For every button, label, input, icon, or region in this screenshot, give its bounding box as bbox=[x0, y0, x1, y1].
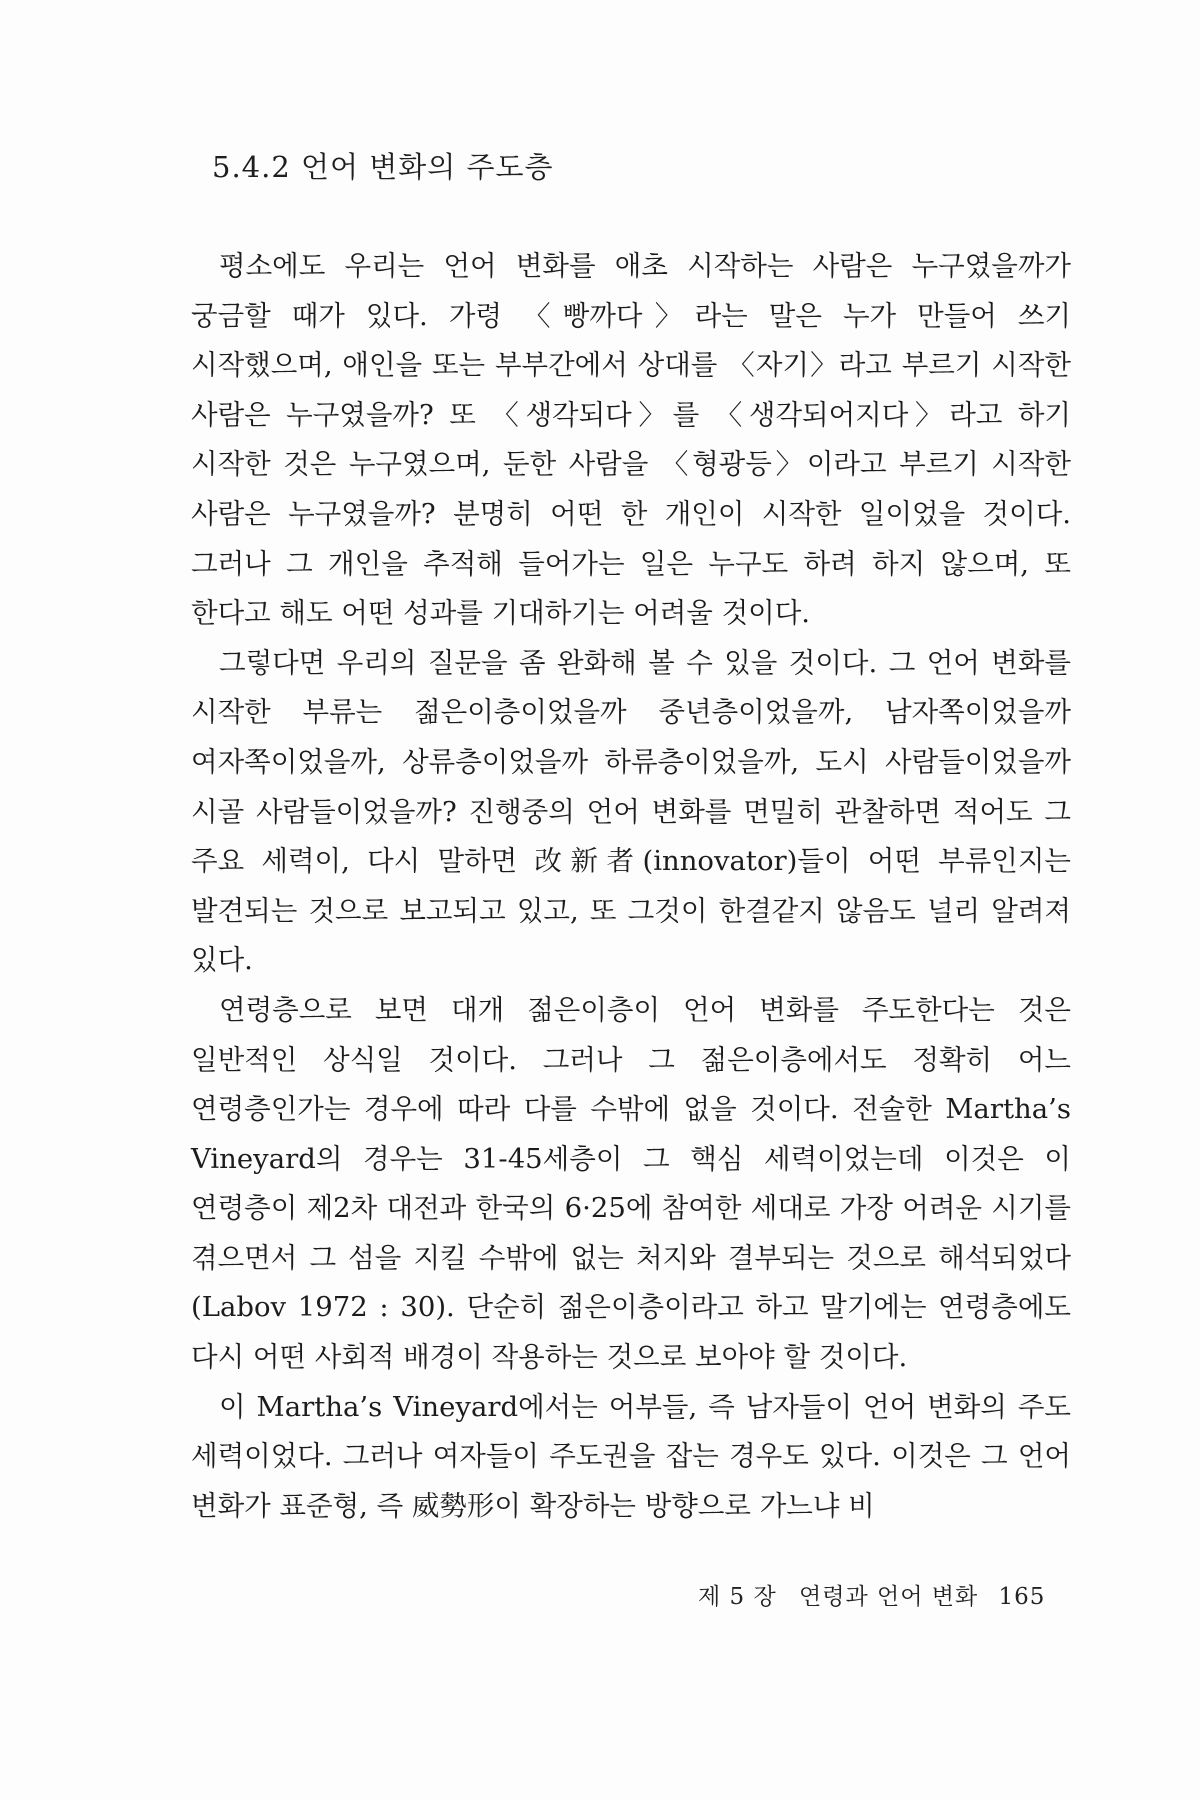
paragraph-2: 그렇다면 우리의 질문을 좀 완화해 볼 수 있을 것이다. 그 언어 변화를 시작한 부류는 젊은이층이었을까 중년층이었을까, 남자쪽이었을까 여자쪽이었을까, 상류층이었을까 하류층이었을까, 도시 사람들이었을까 시골 사람들이었을까? 진행중의 언어 변화를 면밀히 관찰하면 적어도 그 주요 세력이, 다시 말하면 改新者(innovator)들이 어떤 부류인지는 발견되는 것으로 보고되고 있고, 또 그것이 한결같지 않음도 널리 알려져 있다. bbox=[191, 646, 1071, 977]
section-heading: 5.4.2 언어 변화의 주도층 bbox=[212, 150, 554, 184]
paragraph-4: 이 Martha’s Vineyard에서는 어부들, 즉 남자들이 언어 변화의 주도 세력이었다. 그러나 여자들이 주도권을 잡는 경우도 있다. 이것은 그 언어 변화가 표준형, 즉 威勢形이 확장하는 방향으로 가느냐 비 bbox=[191, 1390, 1071, 1522]
footer-chapter: 제 5 장 bbox=[698, 1584, 777, 1610]
footer-title: 연령과 언어 변화 bbox=[799, 1584, 979, 1610]
paragraph-1: 평소에도 우리는 언어 변화를 애초 시작하는 사람은 누구였을까가 궁금할 때가 있다. 가령 〈빵까다〉라는 말은 누가 만들어 쓰기 시작했으며, 애인을 또는 부부간에서 상대를 〈자기〉라고 부르기 시작한 사람은 누구였을까? 또 〈생각되다〉를 〈생각되어지다〉라고 하기 시작한 것은 누구였으며, 둔한 사람을 〈형광등〉이라고 부르기 시작한 사람은 누구였을까? 분명히 어떤 한 개인이 시작한 일이었을 것이다. 그러나 그 개인을 추적해 들어가는 일은 누구도 하려 하지 않으며, 또 한다고 해도 어떤 성과를 기대하기는 어려울 것이다. bbox=[191, 250, 1071, 630]
paragraph-3: 연령층으로 보면 대개 젊은이층이 언어 변화를 주도한다는 것은 일반적인 상식일 것이다. 그러나 그 젊은이층에서도 정확히 어느 연령층인가는 경우에 따라 다를 수밖에 없을 것이다. 전술한 Martha’s Vineyard의 경우는 31-45세층이 그 핵심 세력이었는데 이것은 이 연령층이 제2차 대전과 한국의 6·25에 참여한 세대로 가장 어려운 시기를 겪으면서 그 섬을 지킬 수밖에 없는 처지와 결부되는 것으로 해석되었다(Labov 1972 : 30). 단순히 젊은이층이라고 하고 말기에는 연령층에도 다시 어떤 사회적 배경이 작용하는 것으로 보아야 할 것이다. bbox=[191, 993, 1071, 1374]
page-number: 165 bbox=[998, 1584, 1046, 1610]
body-text bbox=[191, 242, 1071, 1531]
running-footer bbox=[698, 1578, 1045, 1611]
